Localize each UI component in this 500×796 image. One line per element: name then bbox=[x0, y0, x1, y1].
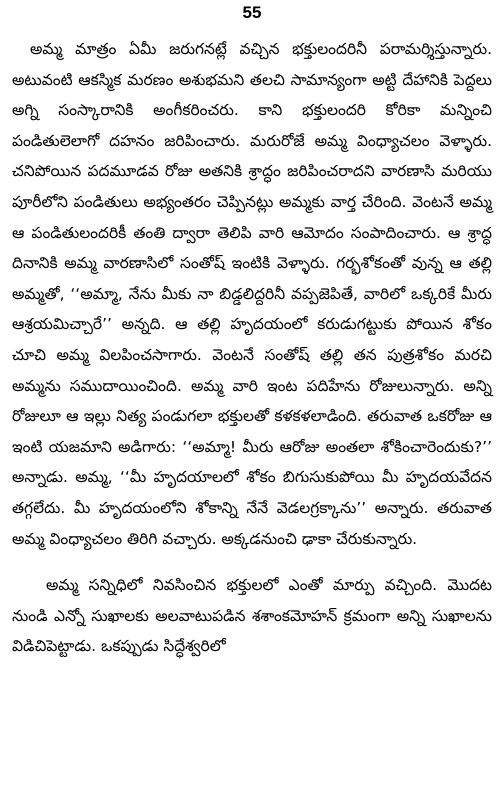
page-number: 55 bbox=[242, 3, 262, 22]
paragraph-1: అమ్మ మాత్రం ఏమీ జరుగనట్లే వచ్చిన భక్తులందరినీ పరామర్శిస్తున్నారు. అటువంటి ఆకస్మిక మరణం అశుభమని తలచి సామాన్యంగా అట్టి దేహానికి పెద్దలు అగ్ని సంస్కారానికి అంగీకరించరు. కాని భక్తులందరి కోరికా మన్నించి పండితులెలాగో దహనం జరిపించారు. మరురోజే అమ్మ వింధ్యాచలం వెళ్ళారు. చనిపోయిన పదమూడవ రోజు అతనికి శ్రాద్ధం జరిపించరాదని వారణాసి మరియు పూరీలోని పండితులు అభ్యంతరం చెప్పినట్లు అమ్మకు వార్త చేరింది. వెంటనే అమ్మ ఆ పండితులందరికీ తంతి ద్వారా తెలిపి వారి ఆమోదం సంపాదించారు. ఆ శ్రాద్ధ దినానికి అమ్మ వారణాసిలో సంతోష్ ఇంటికి వెళ్ళారు. గర్భశోకంతో వున్న ఆ తల్లి అమ్మతో, ‘‘అమ్మా, నేను మీకు నా బిడ్డలిద్దరినీ వప్పజెపితే, వారిలో ఒక్కరికే మీరు ఆశ్రయమిచ్చారే’’ అన్నది. ఆ తల్లి హృదయంలో కరుడుగట్టుకు పోయిన శోకం చూచి అమ్మ విలపించసాగారు. వెంటనే సంతోష్ తల్లి తన పుత్రశోకం మరచి అమ్మను సముదాయించింది. అమ్మ వారి ఇంట పదిహేను రోజులున్నారు. అన్ని రోజులూ ఆ ఇల్లు నిత్య పండుగలా భక్తులతో కళకళలాడింది. తరువాత ఒకరోజు ఆ ఇంటి యజమాని అడిగారు: ‘‘అమ్మా! మీరు ఆరోజు అంతలా శోకించారెందుకు?’’ అన్నాడు. అమ్మ, ‘‘మీ హృదయాలలో శోకం బిగుసుకుపోయి మీ హృదయవేదన తగ్గలేదు. మీ హృదయంలోని శోకాన్ని నేనే వెడలగ్రక్కాను’’ అన్నారు. తరువాత అమ్మ వింధ్యాచలం తిరిగి వచ్చారు. అక్కడనుంచి ఢాకా చేరుకున్నారు. bbox=[12, 40, 492, 548]
paragraph-2: అమ్మ సన్నిధిలో నివసించిన భక్తులలో ఎంతో మార్పు వచ్చింది. మొదట నుండి ఎన్నో సుఖాలకు అలవాటుపడిన శశాంకమోహన్ క్రమంగా అన్ని సుఖాలను విడిచిపెట్టాడు. ఒకప్పుడు సిద్ధేశ్వరిలో bbox=[12, 576, 492, 656]
